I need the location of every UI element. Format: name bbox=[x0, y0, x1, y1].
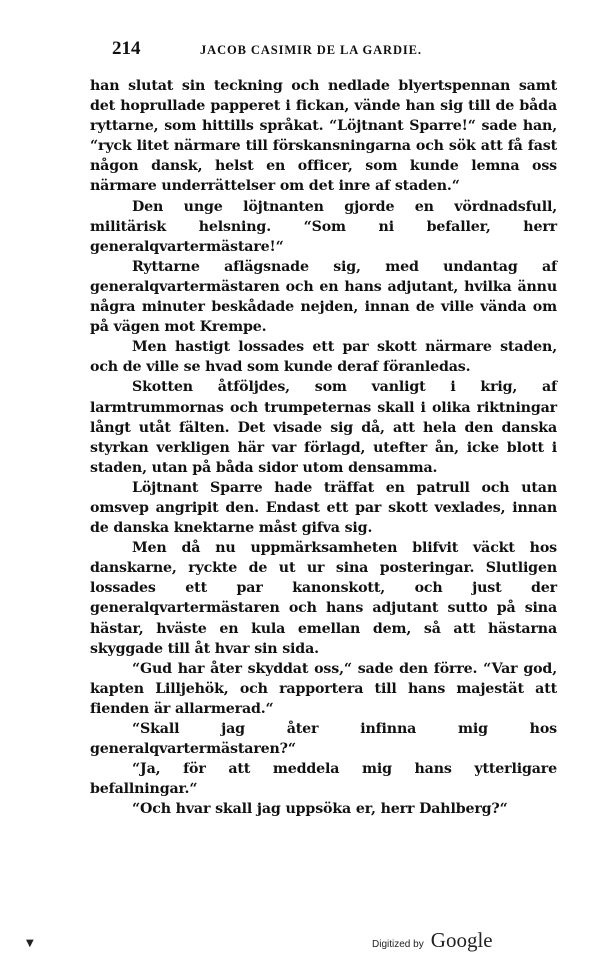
paragraph: “Ja, för att meddela mig hans ytterligare befallningar.“ bbox=[90, 761, 557, 798]
paragraph: Men då nu uppmärksamheten blifvit väckt hos danskarne, ryckte de ut ur sina posteringar. Slutligen lossades ett par kanonskott, och just der generalqvartermästaren och hans adjutant sutto på sina hästar, hväste en kula emellan dem, så att hästarna skyggade till åt hvar sin sida. bbox=[90, 540, 557, 657]
digitized-by-google bbox=[372, 928, 493, 953]
paragraph: han slutat sin teckning och nedlade blyertspennan samt det hoprullade papperet i fickan, vände han sig till de båda ryttarne, som hittills språkat. “Löjtnant Sparre!“ sade han, “ryck litet närmare till förskansningarna och sök att få fast någon dansk, helst en officer, som kunde lemna oss närmare underrättelser om det inre af staden.“ bbox=[90, 78, 557, 195]
paragraph: Löjtnant Sparre hade träffat en patrull och utan omsvep angripit den. Endast ett par skott vexlades, innan de danska knektarne måst gifva sig. bbox=[90, 479, 557, 537]
paragraph: Den unge löjtnanten gjorde en vördnadsfull, militärisk helsning. “Som ni befaller, herr generalqvartermästare!“ bbox=[90, 198, 557, 255]
running-head: JACOB CASIMIR DE LA GARDIE. bbox=[200, 43, 422, 57]
body-text bbox=[90, 76, 557, 819]
google-wordmark: Google bbox=[430, 928, 493, 952]
paragraph: Ryttarne aflägsnade sig, med undantag af generalqvartermästaren och en hans adjutant, hvilka ännu några minuter beskådade nejden, innan de ville vända om på vägen mot Krempe. bbox=[90, 258, 557, 336]
digitized-label: Digitized by bbox=[372, 939, 424, 950]
page-header bbox=[112, 38, 492, 64]
page-number: 214 bbox=[112, 38, 141, 59]
paragraph: “Skall jag åter infinna mig hos generalqvartermästaren?“ bbox=[90, 721, 557, 758]
paragraph: “Gud har åter skyddat oss,“ sade den förre. “Var god, kapten Lilljehök, och rapportera till hans majestät att fienden är allarmerad.“ bbox=[90, 660, 557, 717]
paragraph: Skotten åtföljdes, som vanligt i krig, af larmtrummornas och trumpeternas skall i olika riktningar långt utåt fälten. Det visade sig då, att hela den danska styrkan verkligen här var förlagd, utefter ån, icke blott i staden, utan på båda sidor utom densamma. bbox=[90, 379, 557, 476]
paragraph: Men hastigt lossades ett par skott närmare staden, och de ville se hvad som kunde deraf föranledas. bbox=[90, 339, 557, 376]
margin-mark-icon: ▼ bbox=[26, 938, 34, 949]
paragraph: “Och hvar skall jag uppsöka er, herr Dahlberg?“ bbox=[132, 801, 508, 818]
